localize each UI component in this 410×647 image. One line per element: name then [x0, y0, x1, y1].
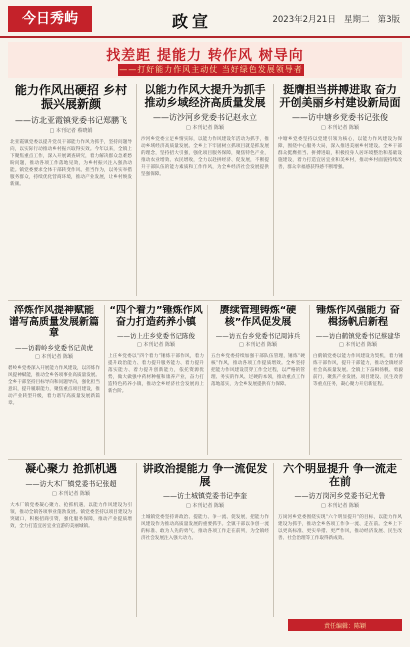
article-headline: “四个着力”锤炼作风 奋力打造药养小镇: [109, 305, 203, 328]
banner-title: 找差距 提能力 转作风 树导向: [106, 48, 304, 64]
column-divider: [136, 463, 137, 617]
article-reporter: □ 本刊记者 陈颖: [321, 503, 359, 510]
article-body: 沙河乡党委立足乡情实际，以能力作风建设年活动为抓手，推动乡域经济高质量发展。全乡上下牢固树立抓项目就是抓发展的理念，坚持招大引强，强化项目服务保障，聚焦特色产业，推动农业增效、农民增收，全力以赴拼经济、促发展，不断提升干部队伍的能力素质和工作作风，为全乡经济社会发展提供坚强保障。: [141, 137, 269, 178]
article-9: [141, 463, 269, 617]
article-body: 中塘乡党委坚持以党建引领为核心，以能力作风建设为保障，围绕中心服务大局，深入推进美丽乡村建设。全乡干部群众挺膺担当、拼搏进取，积极投身人居环境整治和基础设施建设，着力打造宜居宜业和美乡村，推动乡村面貌持续改善，群众幸福感获得感不断增强。: [278, 137, 402, 171]
column-divider: [207, 305, 208, 455]
issue-weekday: 星期二: [343, 15, 370, 25]
section-title: 政宣: [172, 12, 213, 31]
article-body: 大木厂镇党委凝心聚力、抢抓机遇，以能力作风建设为引领，推动全镇各项事业蓬勃发展。镇党委坚持以项目建设为突破口，积极招商引资，强化服务保障，推动产业提质增效，全力打造宜居宜业宜游的美丽城镇。: [10, 502, 132, 529]
article-reporter: □ 本刊记者 蔡晓娟: [49, 127, 93, 134]
article-reporter: □ 本刊记者 陈颖: [239, 342, 277, 348]
article-headline: 凝心聚力 抢抓机遇: [25, 463, 117, 475]
row-divider: [8, 459, 402, 460]
column-divider: [273, 463, 274, 617]
column-divider: [309, 305, 310, 455]
theme-banner: [8, 42, 402, 78]
article-10: [278, 463, 402, 617]
article-3: [278, 84, 402, 296]
article-byline: ——访万岗河乡党委书记尤鲁: [294, 492, 386, 501]
article-6: [211, 305, 305, 455]
article-8: [10, 463, 132, 617]
article-1: [10, 84, 132, 296]
column-divider: [104, 305, 105, 455]
article-headline: 挺膺担当拼搏进取 奋力开创美丽乡村建设新局面: [279, 84, 401, 109]
issue-info: [272, 13, 400, 25]
article-4: [8, 305, 100, 455]
article-body: 土城镇党委坚持讲政治、提能力、争一流、促发展，把能力作风建设作为推动高质量发展的重要抓手。全镇干部以争创一流的标准、敢为人先的勇气，推动各项工作走在前列，为全镇经济社会发展注入强大动力。: [141, 515, 269, 542]
article-byline: ——访上庄乡党委书记陈俊: [117, 332, 195, 340]
article-reporter: □ 本刊记者 陈颖: [137, 342, 175, 348]
article-reporter: □ 本刊记者 陈颖: [186, 125, 224, 132]
article-body: 北亚霞镇党委以提升党员干部能力作风为抓手，坚持问题导向，以实际行动推动乡村振兴取得实效。今年以来，全镇上下聚焦重点工作，深入开展调查研究，着力解决群众急难愁盼问题，推动各项工作落地见效，为乡村振兴注入强劲动能。镇党委要求全体干部转变作风、担当作为，以务实举措服务群众，持续优化营商环境，推动产业发展，让乡村焕发新颜。: [10, 139, 132, 187]
footer-text: 责任编辑：陈颖: [323, 623, 366, 630]
article-byline: ——访碧岭乡党委书记黄虎: [15, 343, 93, 352]
article-body: 万岗河乡党委围绕实现“六个明显提升”的目标，以能力作风建设为抓手，推动全乡各项工作争一流、走在前。全乡上下以更高标准、更实举措、更严作风，推动经济发展、民生改善、社会治理等工作取得新成效。: [278, 515, 402, 542]
article-reporter: □ 本刊记者 陈颖: [52, 490, 90, 497]
article-headline: 锤炼作风强能力 奋楫扬帆启新程: [316, 305, 400, 328]
article-5: [108, 305, 204, 455]
article-byline: ——访白鹤镇党委书记蔡建华: [315, 332, 401, 340]
article-2: [141, 84, 269, 296]
article-body: 白鹤镇党委以能力作风建设为契机，着力锤炼干部作风，提升干部能力，推动全镇经济社会高质量发展。全镇上下奋楫扬帆、勇毅前行，聚焦产业发展、项目建设、民生改善等重点任务，凝心聚力开启新征程。: [313, 354, 403, 387]
article-byline: ——访大木厂镇党委书记张超: [25, 479, 117, 488]
article-headline: 能力作风出硬招 乡村振兴展新颜: [14, 84, 128, 111]
article-byline: ——访五台乡党委书记周沛兵: [215, 332, 301, 340]
article-reporter: □ 本刊记者 陈颖: [186, 503, 224, 510]
article-byline: ——访北亚霞镇党委书记郑鹏飞: [15, 115, 127, 125]
article-headline: 淬炼作风提神赋能 谱写高质量发展新篇章: [9, 305, 99, 339]
article-byline: ——访中塘乡党委书记张俊: [292, 113, 388, 123]
row-divider: [8, 300, 402, 301]
article-body: 碧岭乡党委深入开展能力作风建设，以淬炼作风提神赋能，推动全乡各项事业高质量发展。全乡干部坚持目标导向和问题导向，强化担当意识，提升履职能力，聚焦重点项目建设，推动产业转型升级，着力谱写高质量发展新篇章。: [8, 365, 100, 406]
article-byline: ——访土城镇党委书记李奎: [163, 492, 247, 501]
issue-date: 2023年2月21日: [272, 15, 336, 25]
column-divider: [273, 84, 274, 296]
article-byline: ——访沙河乡党委书记赵永立: [153, 113, 257, 123]
article-headline: 以能力作风大提升为抓手 推动乡域经济高质量发展: [144, 84, 266, 109]
issue-page-number: 第3版: [377, 15, 400, 25]
masthead: [0, 0, 410, 38]
article-reporter: □ 本刊记者 陈颖: [321, 125, 359, 132]
article-body: 上庄乡党委以“四个着力”锤炼干部作风，着力提升政治能力、着力提升服务能力、着力提升落实能力、着力提升创新能力，依托资源优势，做大做强中药材种植和康养产业，奋力打造特色药养小镇，推动全乡经济社会发展再上新台阶。: [108, 354, 204, 394]
column-divider: [136, 84, 137, 296]
article-headline: 讲政治提能力 争一流促发展: [142, 463, 268, 488]
article-headline: 赓续管理铸炼“硬核”作风促发展: [219, 305, 297, 328]
article-7: [313, 305, 403, 455]
article-reporter: □ 本刊记者 陈颖: [35, 353, 73, 360]
newspaper-logo: 今日秀屿: [8, 6, 92, 32]
article-headline: 六个明显提升 争一流走在前: [283, 463, 397, 488]
banner-subtitle: ——打好能力作风主动仗 当好绿色发展领导者: [119, 65, 303, 74]
article-reporter: □ 本刊记者 陈颖: [339, 342, 377, 348]
article-body: 五台乡党委持续加强干部队伍管理，锤炼“硬核”作风，推动各项工作提质增效。全乡坚持把能力作风建设贯穿工作全过程，以严格的管理、务实的作风、过硬的本领，推动重点工作落地落实，为全乡发展提供有力保障。: [211, 354, 305, 387]
